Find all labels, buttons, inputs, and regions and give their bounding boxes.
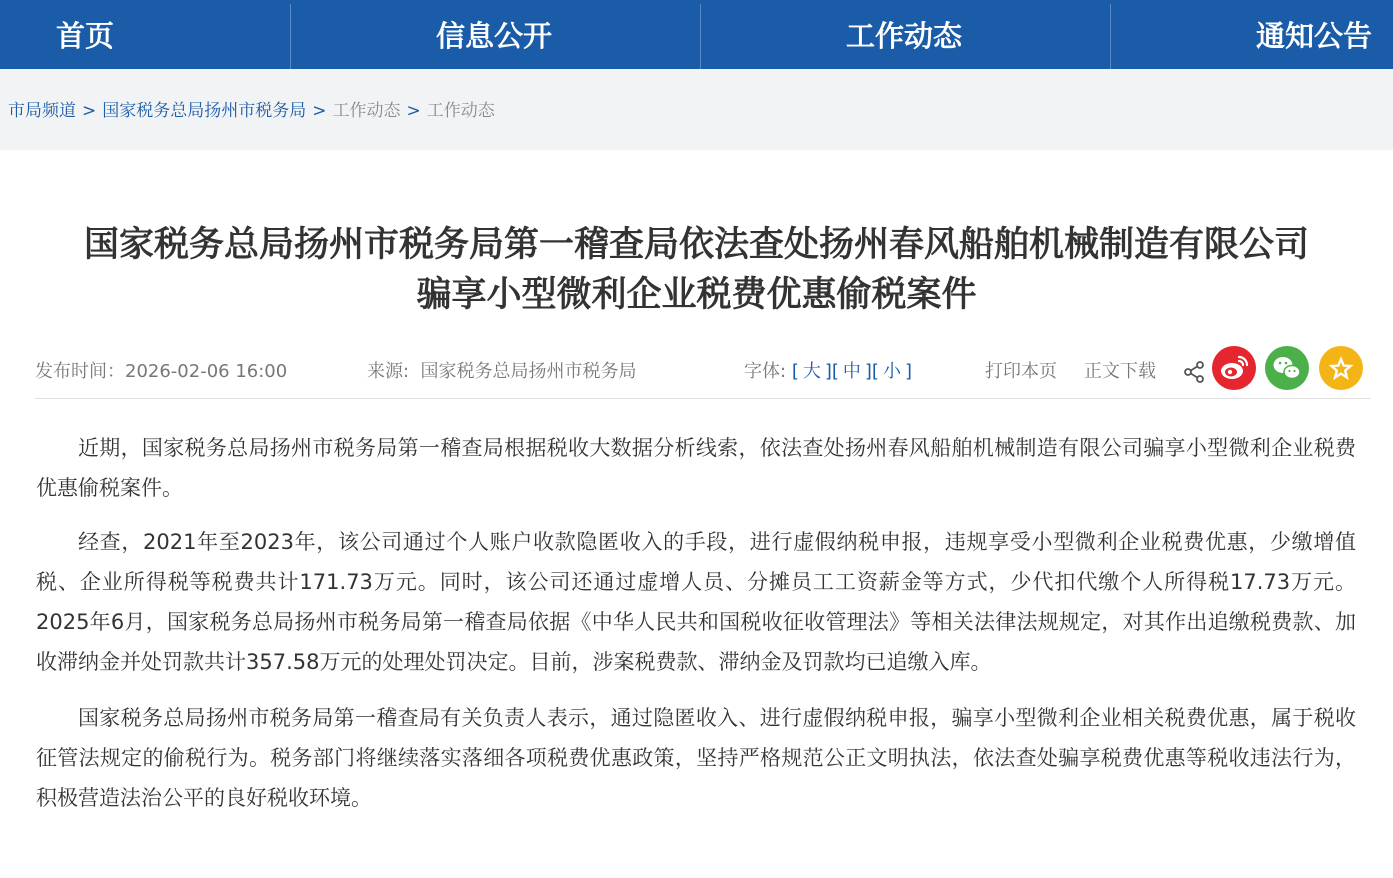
font-small-button[interactable]: 小	[882, 361, 901, 382]
article-paragraph-2: 经查，2021年至2023年，该公司通过个人账户收款隐匿收入的手段，进行虚假纳税申报，违规享受小型微利企业税费优惠，少缴增值税、企业所得税等税费共计171.73万元。同时，该公司还通过虚增人员、分摊员工工资薪金等方式，少代扣代缴个人所得税17.73万元。2025年6月，国家税务总局扬州市税务局第一稽查局依据《中华人民共和国税收征收管理法》等相关法律法规规定，对其作出追缴税费款、加收滞纳金并处罚款共计357.58万元的处理处罚决定。目前，涉案税费款、滞纳金及罚款均已追缴入库。	[36, 530, 1356, 674]
font-size-switcher: 字体: [ 大 ][ 中 ][ 小 ]	[744, 361, 912, 382]
font-size-label: 字体:	[744, 361, 787, 382]
weibo-icon[interactable]	[1212, 346, 1256, 390]
nav-divider	[1110, 4, 1111, 69]
nav-divider	[700, 4, 701, 69]
breadcrumb-link-channel[interactable]: 市局频道	[8, 101, 76, 121]
nav-item-info-disclosure[interactable]: 信息公开	[436, 19, 553, 53]
download-button[interactable]: 正文下载	[1084, 361, 1156, 382]
breadcrumb	[8, 98, 495, 124]
breadcrumb-separator: >	[406, 101, 421, 121]
article-source	[367, 358, 637, 386]
share-icon[interactable]	[1182, 360, 1206, 384]
nav-item-home[interactable]: 首页	[56, 19, 115, 53]
nav-item-work-news[interactable]: 工作动态	[846, 19, 963, 53]
article-paragraph-1: 近期，国家税务总局扬州市税务局第一稽查局根据税收大数据分析线索，依法查处扬州春风船舶机械制造有限公司骗享小型微利企业税费优惠偷税案件。	[36, 436, 1356, 500]
meta-divider	[35, 398, 1371, 399]
article-title-line-2: 骗享小型微利企业税费优惠偷税案件	[416, 275, 977, 315]
publish-time-value: 2026-02-06 16:00	[125, 361, 288, 382]
font-medium-button[interactable]: 中	[842, 361, 861, 382]
favorite-star-icon[interactable]	[1319, 346, 1363, 390]
article-paragraph-3: 国家税务总局扬州市税务局第一稽查局有关负责人表示，通过隐匿收入、进行虚假纳税申报，骗享小型微利企业相关税费优惠，属于税收征管法规定的偷税行为。税务部门将继续落实落细各项税费优惠政策，坚持严格规范公正文明执法，依法查处骗享税费优惠等税收违法行为，积极营造法治公平的良好税收环境。	[36, 706, 1356, 810]
source-label: 来源:	[367, 361, 410, 382]
breadcrumb-separator: >	[82, 101, 97, 121]
source-value: 国家税务总局扬州市税务局	[420, 361, 637, 382]
breadcrumb-link-bureau[interactable]: 国家税务总局扬州市税务局	[102, 101, 307, 121]
font-large-button[interactable]: 大	[802, 361, 821, 382]
nav-divider	[290, 4, 291, 69]
nav-item-notices[interactable]: 通知公告	[1256, 19, 1373, 53]
article-title-line-1: 国家税务总局扬州市税务局第一稽查局依法查处扬州春风船舶机械制造有限公司	[83, 225, 1309, 265]
breadcrumb-current[interactable]: 工作动态	[426, 101, 495, 121]
wechat-icon[interactable]	[1265, 346, 1309, 390]
breadcrumb-link-work-news[interactable]: 工作动态	[332, 101, 401, 121]
publish-time	[35, 358, 287, 386]
top-nav	[0, 0, 1393, 69]
print-button[interactable]: 打印本页	[985, 361, 1057, 382]
publish-time-label: 发布时间：	[35, 361, 125, 382]
breadcrumb-separator: >	[312, 101, 327, 121]
